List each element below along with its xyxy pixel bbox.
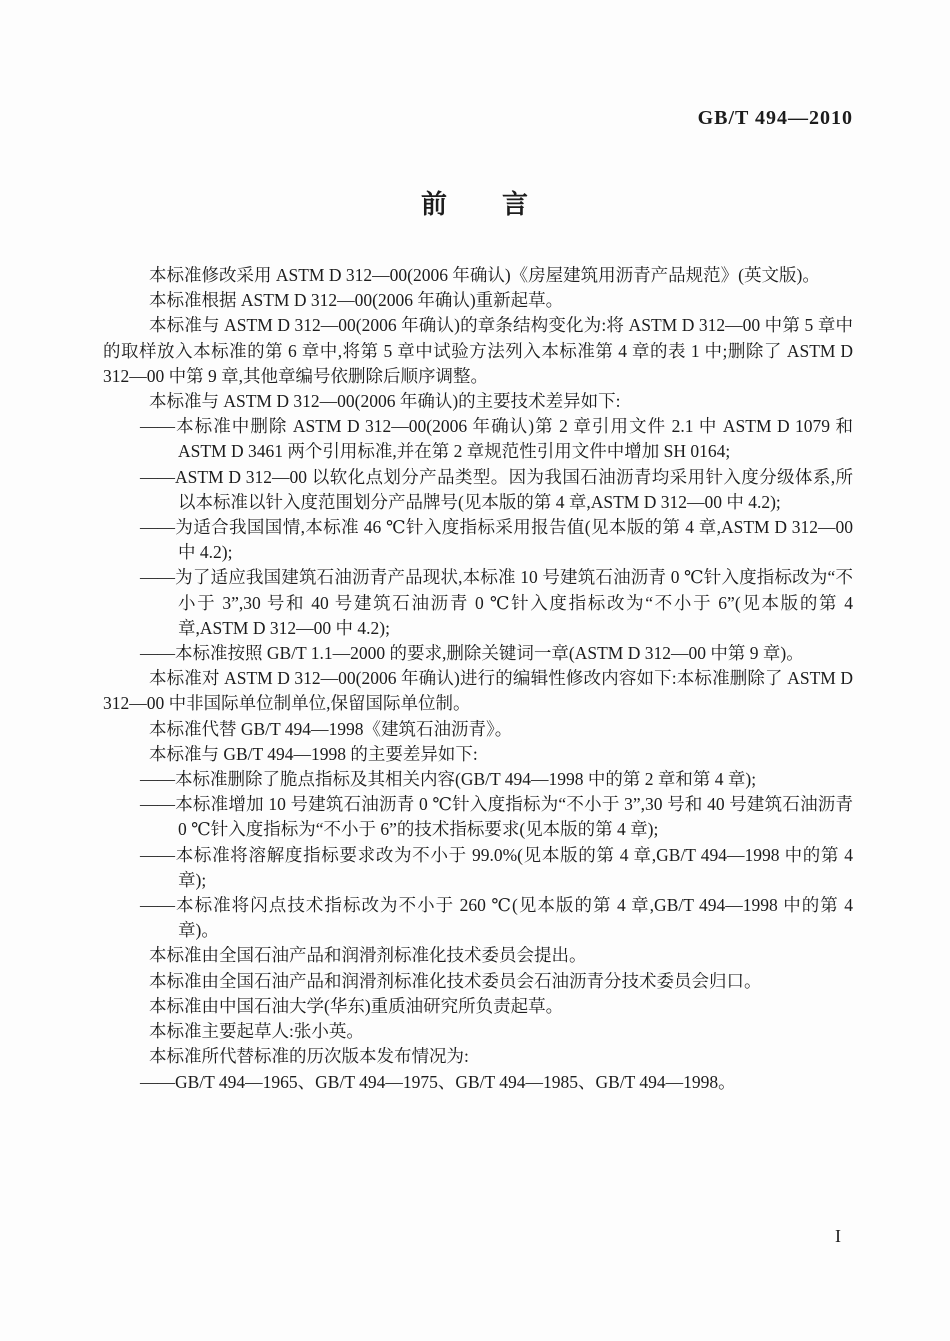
paragraph: 本标准修改采用 ASTM D 312—00(2006 年确认)《房屋建筑用沥青产品规范》(英文版)。 [149, 265, 820, 285]
dash-list-item: ——本标准增加 10 号建筑石油沥青 0 ℃针入度指标为“不小于 3”,30 号和 40 号建筑石油沥青 0 ℃针入度指标为“不小于 6”的技术指标要求(见本版的第 4 章); [140, 794, 853, 840]
paragraph: 本标准主要起草人:张小英。 [149, 1021, 364, 1042]
paragraph: 本标准由中国石油大学(华东)重质油研究所负责起草。 [149, 995, 564, 1016]
paragraph: 本标准所代替标准的历次版本发布情况为: [149, 1046, 469, 1067]
dash-list-item: ——为了适应我国建筑石油沥青产品现状,本标准 10 号建筑石油沥青 0 ℃针入度指标改为“不小于 3”,30 号和 40 号建筑石油沥青 0 ℃针入度指标改为“不小于 6”(见本版的第 4 章,ASTM D 312—00 中 4.2); [140, 567, 853, 638]
dash-list-item: ——为适合我国国情,本标准 46 ℃针入度指标采用报告值(见本版的第 4 章,ASTM D 312—00 中 4.2); [140, 517, 853, 563]
foreword-body [103, 263, 853, 1095]
paragraph: 本标准根据 ASTM D 312—00(2006 年确认)重新起草。 [149, 290, 564, 311]
dash-list-item: ——本标准删除了脆点指标及其相关内容(GB/T 494—1998 中的第 2 章和第 4 章); [140, 769, 757, 790]
page-number: I [835, 1226, 841, 1246]
paragraph: 本标准与 GB/T 494—1998 的主要差异如下: [149, 743, 478, 764]
dash-list-item: ——GB/T 494—1965、GB/T 494—1975、GB/T 494—1985、GB/T 494—1998。 [140, 1071, 736, 1092]
paragraph: 本标准对 ASTM D 312—00(2006 年确认)进行的编辑性修改内容如下:本标准删除了 ASTM D 312—00 中非国际单位制单位,保留国际单位制。 [103, 668, 853, 714]
dash-list-item: ——本标准将溶解度指标要求改为不小于 99.0%(见本版的第 4 章,GB/T 494—1998 中的第 4 章); [140, 844, 853, 890]
foreword-title: 前 言 [420, 190, 529, 219]
dash-list-item: ——本标准中删除 ASTM D 312—00(2006 年确认)第 2 章引用文件 2.1 中 ASTM D 1079 和 ASTM D 3461 两个引用标准,并在第 2 章规范性引用文件中增加 SH 0164; [140, 416, 853, 462]
paragraph: 本标准由全国石油产品和润滑剂标准化技术委员会提出。 [149, 945, 587, 966]
paragraph: 本标准与 ASTM D 312—00(2006 年确认)的主要技术差异如下: [149, 391, 621, 412]
dash-list-item: ——本标准按照 GB/T 1.1—2000 的要求,删除关键词一章(ASTM D 312—00 中第 9 章)。 [140, 643, 804, 664]
paragraph: 本标准代替 GB/T 494—1998《建筑石油沥青》。 [149, 718, 513, 739]
paragraph: 本标准由全国石油产品和润滑剂标准化技术委员会石油沥青分技术委员会归口。 [149, 970, 762, 991]
paragraph: 本标准与 ASTM D 312—00(2006 年确认)的章条结构变化为:将 ASTM D 312—00 中第 5 章中的取样放入本标准的第 6 章中,将第 5 章中试验方法列入本标准第 4 章的表 1 中;删除了 ASTM D 312—00 中第 9 章,其他章编号依删除后顺序调整。 [103, 315, 853, 386]
standard-code-header: GB/T 494—2010 [697, 107, 853, 129]
dash-list-item: ——本标准将闪点技术指标改为不小于 260 ℃(见本版的第 4 章,GB/T 494—1998 中的第 4 章)。 [140, 895, 853, 941]
dash-list-item: ——ASTM D 312—00 以软化点划分产品类型。因为我国石油沥青均采用针入度分级体系,所以本标准以针入度范围划分产品牌号(见本版的第 4 章,ASTM D 312—00 中 4.2); [140, 466, 853, 512]
